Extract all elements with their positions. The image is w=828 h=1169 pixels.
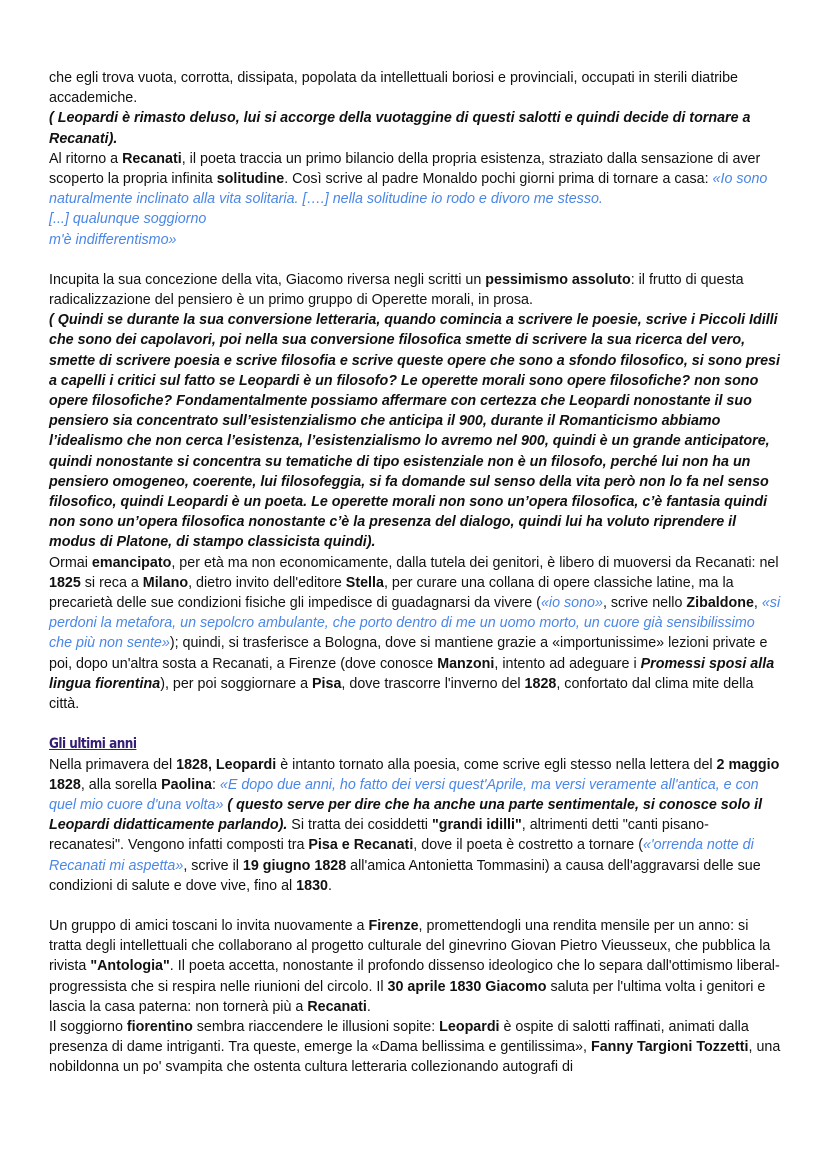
text-run: si reca a — [80, 574, 143, 591]
note-inline: ( questo serve per dire che ha anche una parte sentimentale, si conosce solo il Leopardi didatticamente parlando). — [49, 796, 763, 834]
bold-term: "Antologia" — [90, 958, 170, 975]
bold-term: emancipato — [91, 554, 172, 571]
paragraph — [49, 149, 781, 210]
paragraph — [49, 755, 781, 896]
text-run: ); quindi, si trasferisce a Bologna, dove si mantiene grazie a «importunissime» lezioni private e poi, dopo un'altra sosta a Recanati, a Firenze (dove conosce — [49, 635, 768, 672]
paragraph — [49, 270, 781, 310]
bold-term: 19 giugno 1828 — [242, 857, 347, 874]
text-run: è intanto tornato alla poesia, come scrive egli stesso nella lettera del — [276, 756, 717, 773]
bold-term: 1828, Leopardi — [176, 756, 277, 773]
bold-term: pessimismo assoluto — [485, 271, 631, 288]
text-run: all'amica Antonietta Tommasini) a causa dell'aggravarsi delle sue condizioni di salute e dove vive, fino al — [49, 857, 761, 894]
quote-line — [49, 209, 781, 229]
text-run: ), per poi soggiornare a — [160, 675, 312, 692]
text-run: Si tratta dei cosiddetti — [287, 817, 432, 834]
bold-term: "grandi idilli" — [431, 817, 522, 834]
bold-term: fiorentino — [126, 1018, 193, 1035]
bold-term: Milano — [142, 574, 189, 591]
text-run: Al ritorno a — [49, 150, 123, 167]
bold-term: Recanati — [307, 998, 367, 1015]
note-paragraph — [49, 108, 781, 148]
paragraph — [49, 68, 781, 108]
text-run: , dietro invito dell'editore — [188, 574, 346, 591]
note-paragraph — [49, 310, 781, 552]
text-run: , una nobildonna un po' svampita che ostenta cultura letteraria collezionando autografi di — [49, 1039, 781, 1076]
text-run: , alla sorella — [80, 776, 162, 793]
bold-term: Zibaldone — [686, 595, 754, 612]
text-run: , promettendogli una rendita mensile per un anno: si tratta degli intellettuali che collaborano al progetto culturale del ginevrino Giovan Pietro Vieusseux, che pubblica la rivista — [49, 917, 771, 975]
text-run: Un gruppo di amici toscani lo invita nuovamente a — [49, 917, 369, 934]
bold-term: 1830 — [296, 877, 328, 894]
bold-term: Leopardi — [439, 1018, 500, 1035]
text-run: , scrive il — [183, 857, 243, 874]
text-run: Ormai — [49, 554, 92, 571]
text-run: che egli trova vuota, corrotta, dissipata, popolata da intellettuali boriosi e provinciali, occupati in sterili diatribe accademiche. — [49, 70, 739, 107]
bold-term: Recanati — [122, 150, 182, 167]
bold-title: Promessi sposi alla lingua fiorentina — [49, 655, 775, 692]
text-run: . — [366, 998, 371, 1015]
text-run: , — [753, 595, 762, 612]
text-run: m'è indifferentismo» — [49, 231, 177, 248]
bold-term: Firenze — [368, 917, 419, 934]
text-run: sembra riaccendere le illusioni sopite: — [192, 1018, 440, 1035]
text-run: è ospite di salotti raffinati, animati dalla presenza di dame intriganti. Tra queste, emerge la «Dama bellissima e gentilissima», — [49, 1018, 749, 1056]
text-run: [...] qualunque soggiorno — [49, 211, 207, 228]
text-run: saluta per l'ultima volta i genitori e lascia la casa paterna: non tornerà più a — [49, 978, 766, 1015]
text-run: , scrive nello — [602, 595, 687, 612]
text-run: ( Quindi se durante la sua conversione letteraria, quando comincia a scrivere le poesie, scrive i Piccoli Idilli che sono dei capolavori, poi nella sua conversione filosofica smette di scrivere la sua ricerca del vero, smette di scrivere poesia e scrive filosofia e scrive queste opere che sono a sfondo filosofico, si sono presi a capelli i critici sul fatto se Leopardi è un filosofo? Le operette morali sono opere filosofiche? non sono opere filosofiche? Fondamentalmente possiamo affermare con certezza che Leopardi nonostante il suo pensiero sia concentrato sull’esistenzialismo che anticipa il 900, durante il Romanticismo abbiamo l’idealismo che non cerca l’esistenza, l’esistenzialismo lo avremo nel 900, quindi è un grande anticipatore, quindi nonostante si concentra su tematiche di tipo esistenziale non è un filosofo, perché lui non ha un pensiero omogeneo, coerente, lui filosofeggia, si fa domande sul senso della vita però non lo fa nel senso filosofico, quindi Leopardi è un poeta. Le operette morali non sono un’opera filosofica, c’è fantasia quindi non sono un’opera filosofica nonostante c’è la presenza del dialogo, quindi lui ha voluto riprendere il modus di Platone, di stampo classicista quindi). — [49, 312, 780, 551]
bold-term: Stella — [345, 574, 384, 591]
paragraph — [49, 553, 781, 715]
bold-term: Pisa e Recanati — [308, 837, 414, 854]
text-run: , per curare una collana di opere classiche latine, ma la precarietà delle sue condizioni fisiche gli impedisce di guadagnarsi da vivere ( — [49, 574, 734, 612]
quote: «E dopo due anni, ho fatto dei versi quest'Aprile, ma versi veramente all'antica, e con quel mio cuore d'una volta» — [49, 776, 759, 813]
bold-term: solitudine — [216, 171, 285, 188]
bold-term: Pisa — [312, 675, 342, 692]
text-run: . — [327, 877, 332, 894]
quote: «io sono» — [540, 595, 603, 612]
bold-term: 2 maggio 1828 — [49, 756, 780, 793]
paragraph — [49, 916, 781, 1017]
text-run: : il frutto di questa radicalizzazione del pensiero è un primo gruppo di Operette morali, in prosa. — [49, 271, 744, 309]
text-run: . Così scrive al padre Monaldo pochi giorni prima di tornare a casa: — [284, 171, 713, 188]
bold-term: Paolina — [161, 776, 212, 793]
text-run: , per età ma non economicamente, dalla tutela dei genitori, è libero di muoversi da Recanati: nel — [171, 554, 779, 571]
text-run: ( Leopardi è rimasto deluso, lui si accorge della vuotaggine di questi salotti e quindi decide di tornare a Recanati). — [49, 110, 751, 147]
bold-term: Manzoni — [437, 655, 495, 672]
text-run: : — [211, 776, 220, 793]
document-page — [49, 68, 781, 1078]
text-run: , dove trascorre l'inverno del — [341, 675, 525, 692]
quote: «si perdoni la metafora, un sepolcro ambulante, che porto dentro di me un uomo morto, un cuore già sensibilissimo che più non sente» — [49, 595, 781, 652]
text-run: , altrimenti detti "canti pisano-recanatesi". Vengono infatti composti tra — [49, 817, 709, 854]
text-run: Nella primavera del — [49, 756, 177, 773]
text-run: Il soggiorno — [49, 1018, 127, 1035]
text-run: Incupita la sua concezione della vita, Giacomo riversa negli scritti un — [49, 271, 486, 288]
text-run: , dove il poeta è costretto a tornare ( — [413, 837, 643, 854]
section-heading: Gli ultimi anni — [49, 736, 137, 753]
bold-term: Fanny Targioni Tozzetti — [590, 1039, 749, 1056]
text-run: , intento ad adeguare i — [494, 655, 641, 672]
text-run: , confortato dal clima mite della città. — [49, 675, 754, 713]
bold-term: 30 aprile 1830 Giacomo — [387, 978, 547, 995]
bold-term: 1825 — [49, 574, 81, 591]
quote: «Io sono naturalmente inclinato alla vita solitaria. [….] nella solitudine io rodo e divoro me stesso. — [49, 171, 768, 208]
text-run: , il poeta traccia un primo bilancio della propria esistenza, straziato dalla sensazione di aver scoperto la propria infinita — [49, 150, 761, 188]
text-run: . Il poeta accetta, nonostante il profondo dissenso ideologico che lo separa dall'ottimismo liberal-progressista che si respira nelle riunioni del circolo. Il — [49, 958, 780, 995]
quote: «'orrenda notte di Recanati mi aspetta» — [49, 837, 754, 874]
bold-term: 1828 — [524, 675, 557, 692]
quote-line — [49, 230, 781, 250]
paragraph — [49, 1017, 781, 1078]
